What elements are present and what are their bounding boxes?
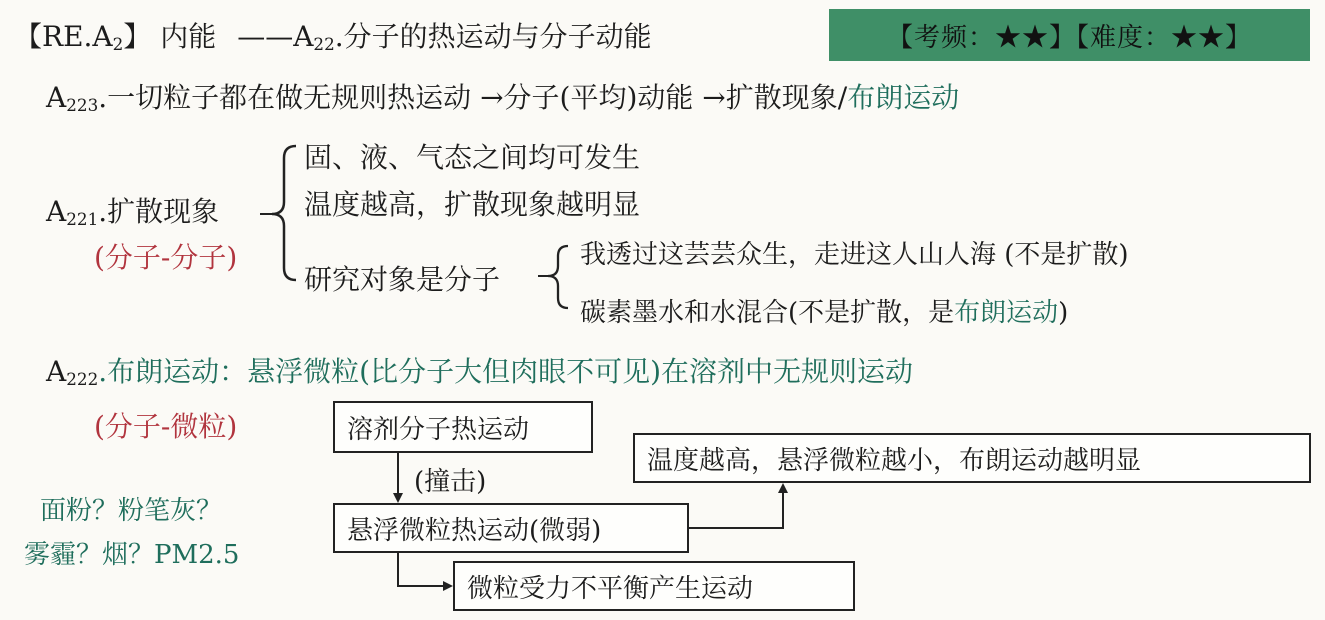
a223-text: .一切粒子都在做无规则热运动 →分子(平均)动能 →扩散现象/ — [98, 81, 848, 114]
brace-a221 — [272, 146, 296, 280]
side-note-line-1: 面粉？粉笔灰？ — [40, 496, 223, 526]
arrow-particle-to-force — [398, 553, 451, 586]
a221-scope: (分子-分子) — [94, 241, 238, 274]
brace-subpoints — [548, 246, 568, 308]
side-note-line-2: 雾霾？烟？PM2.5 — [24, 540, 240, 570]
a221-point-3: 研究对象是分子 — [304, 263, 501, 296]
topic-title: 内能 — [160, 20, 217, 53]
a223-code: $A_{223}$ — [46, 81, 99, 116]
subtopic-title: .分子的热运动与分子动能 — [334, 20, 652, 53]
flow-box-solvent-motion: 溶剂分子热运动 — [333, 401, 593, 453]
section-code: 【$RE.A_2$】 — [14, 20, 152, 55]
arrow-particle-to-conclusion — [689, 485, 783, 528]
flow-arrow-label: (撞击) — [414, 467, 487, 497]
flow-box-particle-motion: 悬浮微粒热运动(微弱) — [333, 503, 689, 553]
subtopic-code: $A_{22}$ — [293, 20, 335, 55]
a221-title: $A_{221}$.扩散现象 — [46, 195, 220, 230]
a222-scope: (分子-微粒) — [94, 410, 238, 443]
a222-title: $A_{222}$.布朗运动：悬浮微粒(比分子大但肉眼不可见)在溶剂中无规则运动 — [46, 355, 914, 390]
a223-brownian: 布朗运动 — [847, 81, 960, 114]
a221-point-1: 固、液、气态之间均可发生 — [304, 141, 641, 174]
flow-box-conclusion: 温度越高，悬浮微粒越小，布朗运动越明显 — [633, 433, 1311, 483]
a221-point-2: 温度越高，扩散现象越明显 — [304, 188, 641, 221]
title-dash: —— — [237, 20, 294, 53]
a222-code: $A_{222}$ — [46, 355, 99, 390]
a221-subpoint-2: 碳素墨水和水混合(不是扩散，是布朗运动) — [580, 298, 1069, 328]
a221-subpoint-1: 我透过这芸芸众生，走进这人山人海 (不是扩散) — [580, 240, 1129, 270]
a221-subpoint-brownian: 布朗运动 — [954, 298, 1059, 328]
a221-code: $A_{221}$ — [46, 195, 99, 230]
frequency-difficulty-badge: 【考频：★★】【难度：★★】 — [829, 9, 1310, 61]
flow-box-unbalanced-force: 微粒受力不平衡产生运动 — [453, 561, 855, 611]
